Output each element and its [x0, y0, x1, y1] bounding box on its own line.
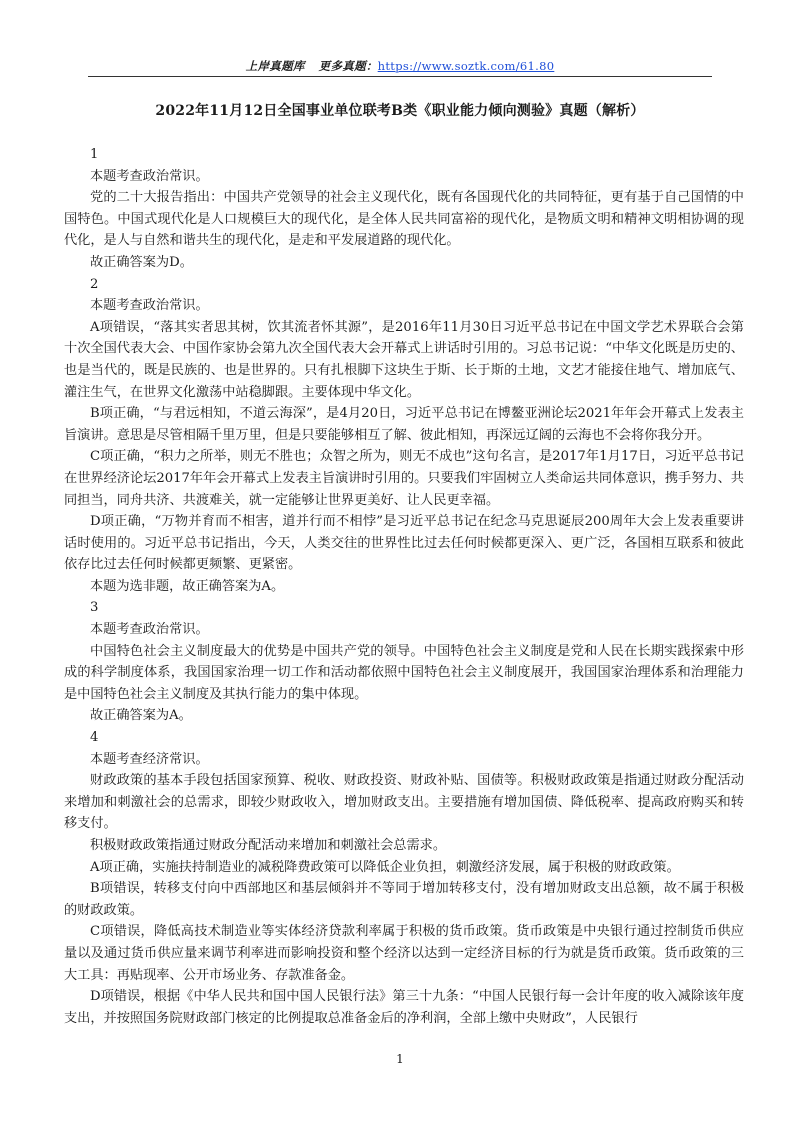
body-paragraph: A项错误，“落其实者思其树，饮其流者怀其源”，是2016年11月30日习近平总书记在中国文学艺术界联合会第十次全国代表大会、中国作家协会第九次全国代表大会开幕式上讲话时引用的。习总书记说：“中华文化既是历史的、也是当代的，既是民族的、也是世界的。只有扎根脚下这块生于斯、长于斯的土地，文艺才能接住地气、增加底气、灌注生气，在世界文化激荡中站稳脚跟。主要体现中华文化。	[64, 319, 744, 400]
body-paragraph: 中国特色社会主义制度最大的优势是中国共产党的领导。中国特色社会主义制度是党和人民在长期实践探索中形成的科学制度体系，我国国家治理一切工作和活动都依照中国特色社会主义制度展开，我国国家治理体系和治理能力是中国特色社会主义制度及其执行能力的集中体现。	[64, 643, 744, 702]
header-divider	[88, 76, 712, 77]
body-paragraph: C项正确，“积力之所举，则无不胜也；众智之所为，则无不成也”这句名言，是2017年1月17日，习近平总书记在世界经济论坛2017年年会开幕式上发表主旨演讲时引用的。只要我们牢固树立人类命运共同体意识，携手努力、共同担当，同舟共济、共渡难关，就一定能够让世界更美好、让人民更幸福。	[64, 449, 744, 508]
body-paragraph: 故正确答案为A。	[90, 708, 192, 724]
body-paragraph: 财政政策的基本手段包括国家预算、税收、财政投资、财政补贴、国债等。积极财政政策是指通过财政分配活动来增加和刺激社会的总需求，即较少财政收入，增加财政支出。主要措施有增加国债、降低税率、提高政府购买和转移支付。	[64, 773, 744, 832]
body-paragraph: 2	[90, 276, 99, 292]
body-paragraph: 党的二十大报告指出：中国共产党领导的社会主义现代化，既有各国现代化的共同特征，更有基于自己国情的中国特色。中国式现代化是人口规模巨大的现代化，是全体人民共同富裕的现代化，是物质文明和精神文明相协调的现代化，是人与自然和谐共生的现代化，是走和平发展道路的现代化。	[64, 190, 744, 249]
body-paragraph: 本题考查经济常识。	[90, 751, 209, 767]
body-paragraph: 3	[90, 600, 99, 616]
document-body	[64, 144, 744, 1029]
body-paragraph: A项正确，实施扶持制造业的减税降费政策可以降低企业负担，刺激经济发展，属于积极的财政政策。	[90, 859, 680, 875]
body-paragraph: D项错误，根据《中华人民共和国中国人民银行法》第三十九条：“中国人民银行每一会计年度的收入减除该年度支出，并按照国务院财政部门核定的比例提取总准备金后的净利润，全部上缴中央财政”，人民银行	[64, 989, 744, 1026]
body-paragraph: 4	[90, 730, 99, 746]
body-paragraph: B项错误，转移支付向中西部地区和基层倾斜并不等同于增加转移支付，没有增加财政支出总额，故不属于积极的财政政策。	[64, 881, 744, 918]
body-paragraph: 本题考查政治常识。	[90, 298, 209, 314]
body-paragraph: 故正确答案为D。	[90, 254, 193, 270]
body-paragraph: 本题考查政治常识。	[90, 168, 209, 184]
body-paragraph: 本题为选非题，故正确答案为A。	[90, 578, 285, 594]
body-paragraph: 1	[90, 147, 99, 162]
body-paragraph: D项正确，“万物并育而不相害，道并行而不相悖”是习近平总书记在纪念马克思诞辰200周年大会上发表重要讲话时使用的。习近平总书记指出，今天，人类交往的世界性比过去任何时候都更深入、更广泛，各国相互联系和彼此依存比过去任何时候都更频繁、更紧密。	[64, 514, 744, 573]
page-header	[0, 58, 800, 74]
header-url-link[interactable]: https://www.soztk.com/61.80	[377, 59, 555, 73]
header-label: 更多真题：	[318, 59, 378, 73]
body-paragraph: B项正确，“与君远相知，不道云海深”，是4月20日，习近平总书记在博鳌亚洲论坛2021年年会开幕式上发表主旨演讲。意思是尽管相隔千里万里，但是只要能够相互了解、彼此相知，再深远辽阔的云海也不会将你我分开。	[64, 406, 744, 443]
document-title: 2022年11月12日全国事业单位联考B类《职业能力倾向测验》真题（解析）	[155, 103, 645, 119]
body-paragraph: C项错误，降低高技术制造业等实体经济贷款利率属于积极的货币政策。货币政策是中央银行通过控制货币供应量以及通过货币供应量来调节利率进而影响投资和整个经济以达到一定经济目标的行为就是货币政策。货币政策的三大工具：再贴现率、公开市场业务、存款准备金。	[64, 924, 744, 983]
header-brand: 上岸真题库	[245, 59, 305, 73]
body-paragraph: 积极财政政策指通过财政分配活动来增加和刺激社会总需求。	[90, 838, 447, 853]
body-paragraph: 本题考查政治常识。	[90, 622, 209, 638]
page-number: 1	[396, 1052, 404, 1066]
